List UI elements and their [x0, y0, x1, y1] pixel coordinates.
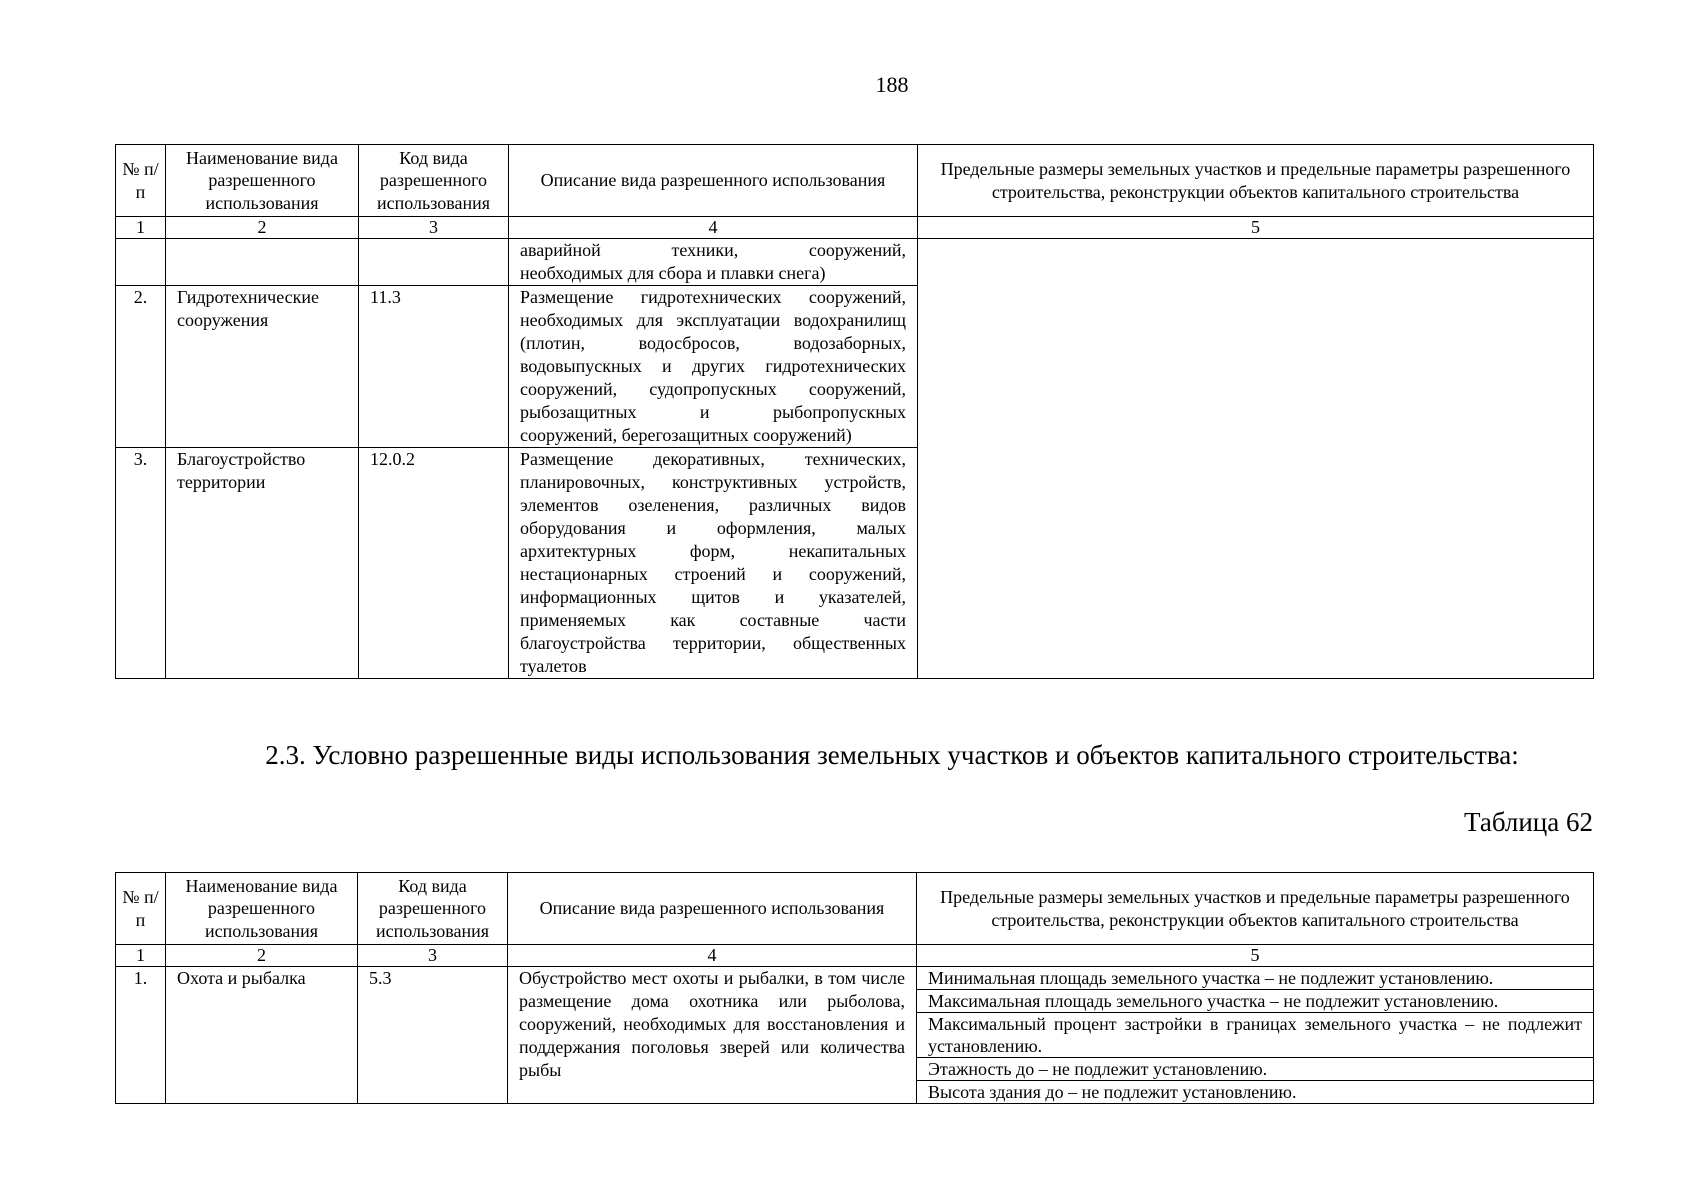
parameter-item: Высота здания до – не подлежит установлению.	[928, 1082, 1297, 1102]
description-text: Размещение гидротехнических сооружений, необходимых для эксплуатации водохранилищ (плотин, водосбросов, водозаборных, водовыпускных и других гидротехнических сооружений, судопропускных сооружений, рыбозащитных и рыбопропускных	[520, 287, 906, 422]
header-name: Наименование вида разрешенного использования	[166, 145, 359, 217]
column-number-row	[116, 217, 1594, 239]
column-number: 4	[508, 945, 917, 967]
column-number: 2	[166, 945, 358, 967]
row-code: 12.0.2	[359, 448, 509, 679]
table-conditional-uses	[115, 872, 1594, 1104]
header-name: Наименование вида разрешенного использования	[166, 873, 358, 945]
column-number: 2	[166, 217, 359, 239]
parameter-item: Минимальная площадь земельного участка – не подлежит установлению.	[917, 967, 1593, 990]
column-number: 1	[116, 945, 166, 967]
parameter-item: Максимальная площадь земельного участка – не подлежит установлению.	[917, 990, 1593, 1013]
row-description	[508, 967, 917, 1104]
header-code: Код вида разрешенного использования	[359, 145, 509, 217]
parameter-item: Этажность до – не подлежит установлению.	[917, 1058, 1593, 1081]
row-name: Гидротехнические сооружения	[166, 286, 359, 448]
table-caption: Таблица 62	[1464, 807, 1593, 837]
column-number: 3	[358, 945, 508, 967]
header-number: № п/п	[116, 145, 166, 217]
row-code: 5.3	[358, 967, 508, 1104]
header-description: Описание вида разрешенного использования	[508, 873, 917, 945]
section-heading: 2.3. Условно разрешенные виды использования земельных участков и объектов капитального строительства:	[265, 740, 1519, 770]
table-row	[116, 239, 1594, 286]
row-number: 1.	[116, 967, 166, 1104]
column-number-row	[116, 945, 1594, 967]
column-number: 1	[116, 217, 166, 239]
parameters-cell	[917, 967, 1594, 1104]
header-description: Описание вида разрешенного использования	[509, 145, 918, 217]
row-number: 2.	[116, 286, 166, 448]
description-line: аварийной техники, сооружений,	[520, 240, 906, 260]
row-code: 11.3	[359, 286, 509, 448]
row-description	[509, 286, 918, 448]
table-header-row	[116, 873, 1594, 945]
header-parameters: Предельные размеры земельных участков и предельные параметры разрешенного строительства, реконструкции объектов капитального строительства	[917, 873, 1594, 945]
column-number: 4	[509, 217, 918, 239]
page-number: 188	[875, 72, 909, 97]
column-number: 3	[359, 217, 509, 239]
column-number: 5	[917, 945, 1594, 967]
description-text: Обустройство мест охоты и рыбалки, в том числе размещение дома охотника или рыболова, сооружений, необходимых для восстановления и поддержания поголовья зверей или количества рыбы	[519, 968, 905, 1080]
table-permitted-uses-continued	[115, 144, 1594, 679]
row-number: 3.	[116, 448, 166, 679]
description-text: Размещение декоративных, технических, планировочных, конструктивных устройств, элементов озеленения, различных видов оборудования и оформления, малых архитектурных форм, некапитальных нестационарных строений и сооружений, информационных щитов и указателей, применяемых как составные части благоустройства территории, общественных	[520, 449, 906, 653]
table-row	[116, 967, 1594, 1104]
table-header-row	[116, 145, 1594, 217]
parameters-cell	[918, 239, 1594, 679]
description-line: необходимых для сбора и плавки снега)	[520, 263, 826, 283]
parameters-list	[917, 967, 1593, 1103]
parameter-item: Максимальный процент застройки в границах земельного участка – не подлежит установлению.	[917, 1013, 1593, 1058]
description-text-end: сооружений, берегозащитных сооружений)	[520, 425, 852, 445]
column-number: 5	[918, 217, 1594, 239]
header-parameters: Предельные размеры земельных участков и предельные параметры разрешенного строительства, реконструкции объектов капитального строительства	[918, 145, 1594, 217]
row-description	[509, 448, 918, 679]
header-number: № п/п	[116, 873, 166, 945]
header-code: Код вида разрешенного использования	[358, 873, 508, 945]
description-text-end: туалетов	[520, 656, 587, 676]
row-name: Благоустройство территории	[166, 448, 359, 679]
row-name: Охота и рыбалка	[166, 967, 358, 1104]
row-description	[509, 239, 918, 286]
